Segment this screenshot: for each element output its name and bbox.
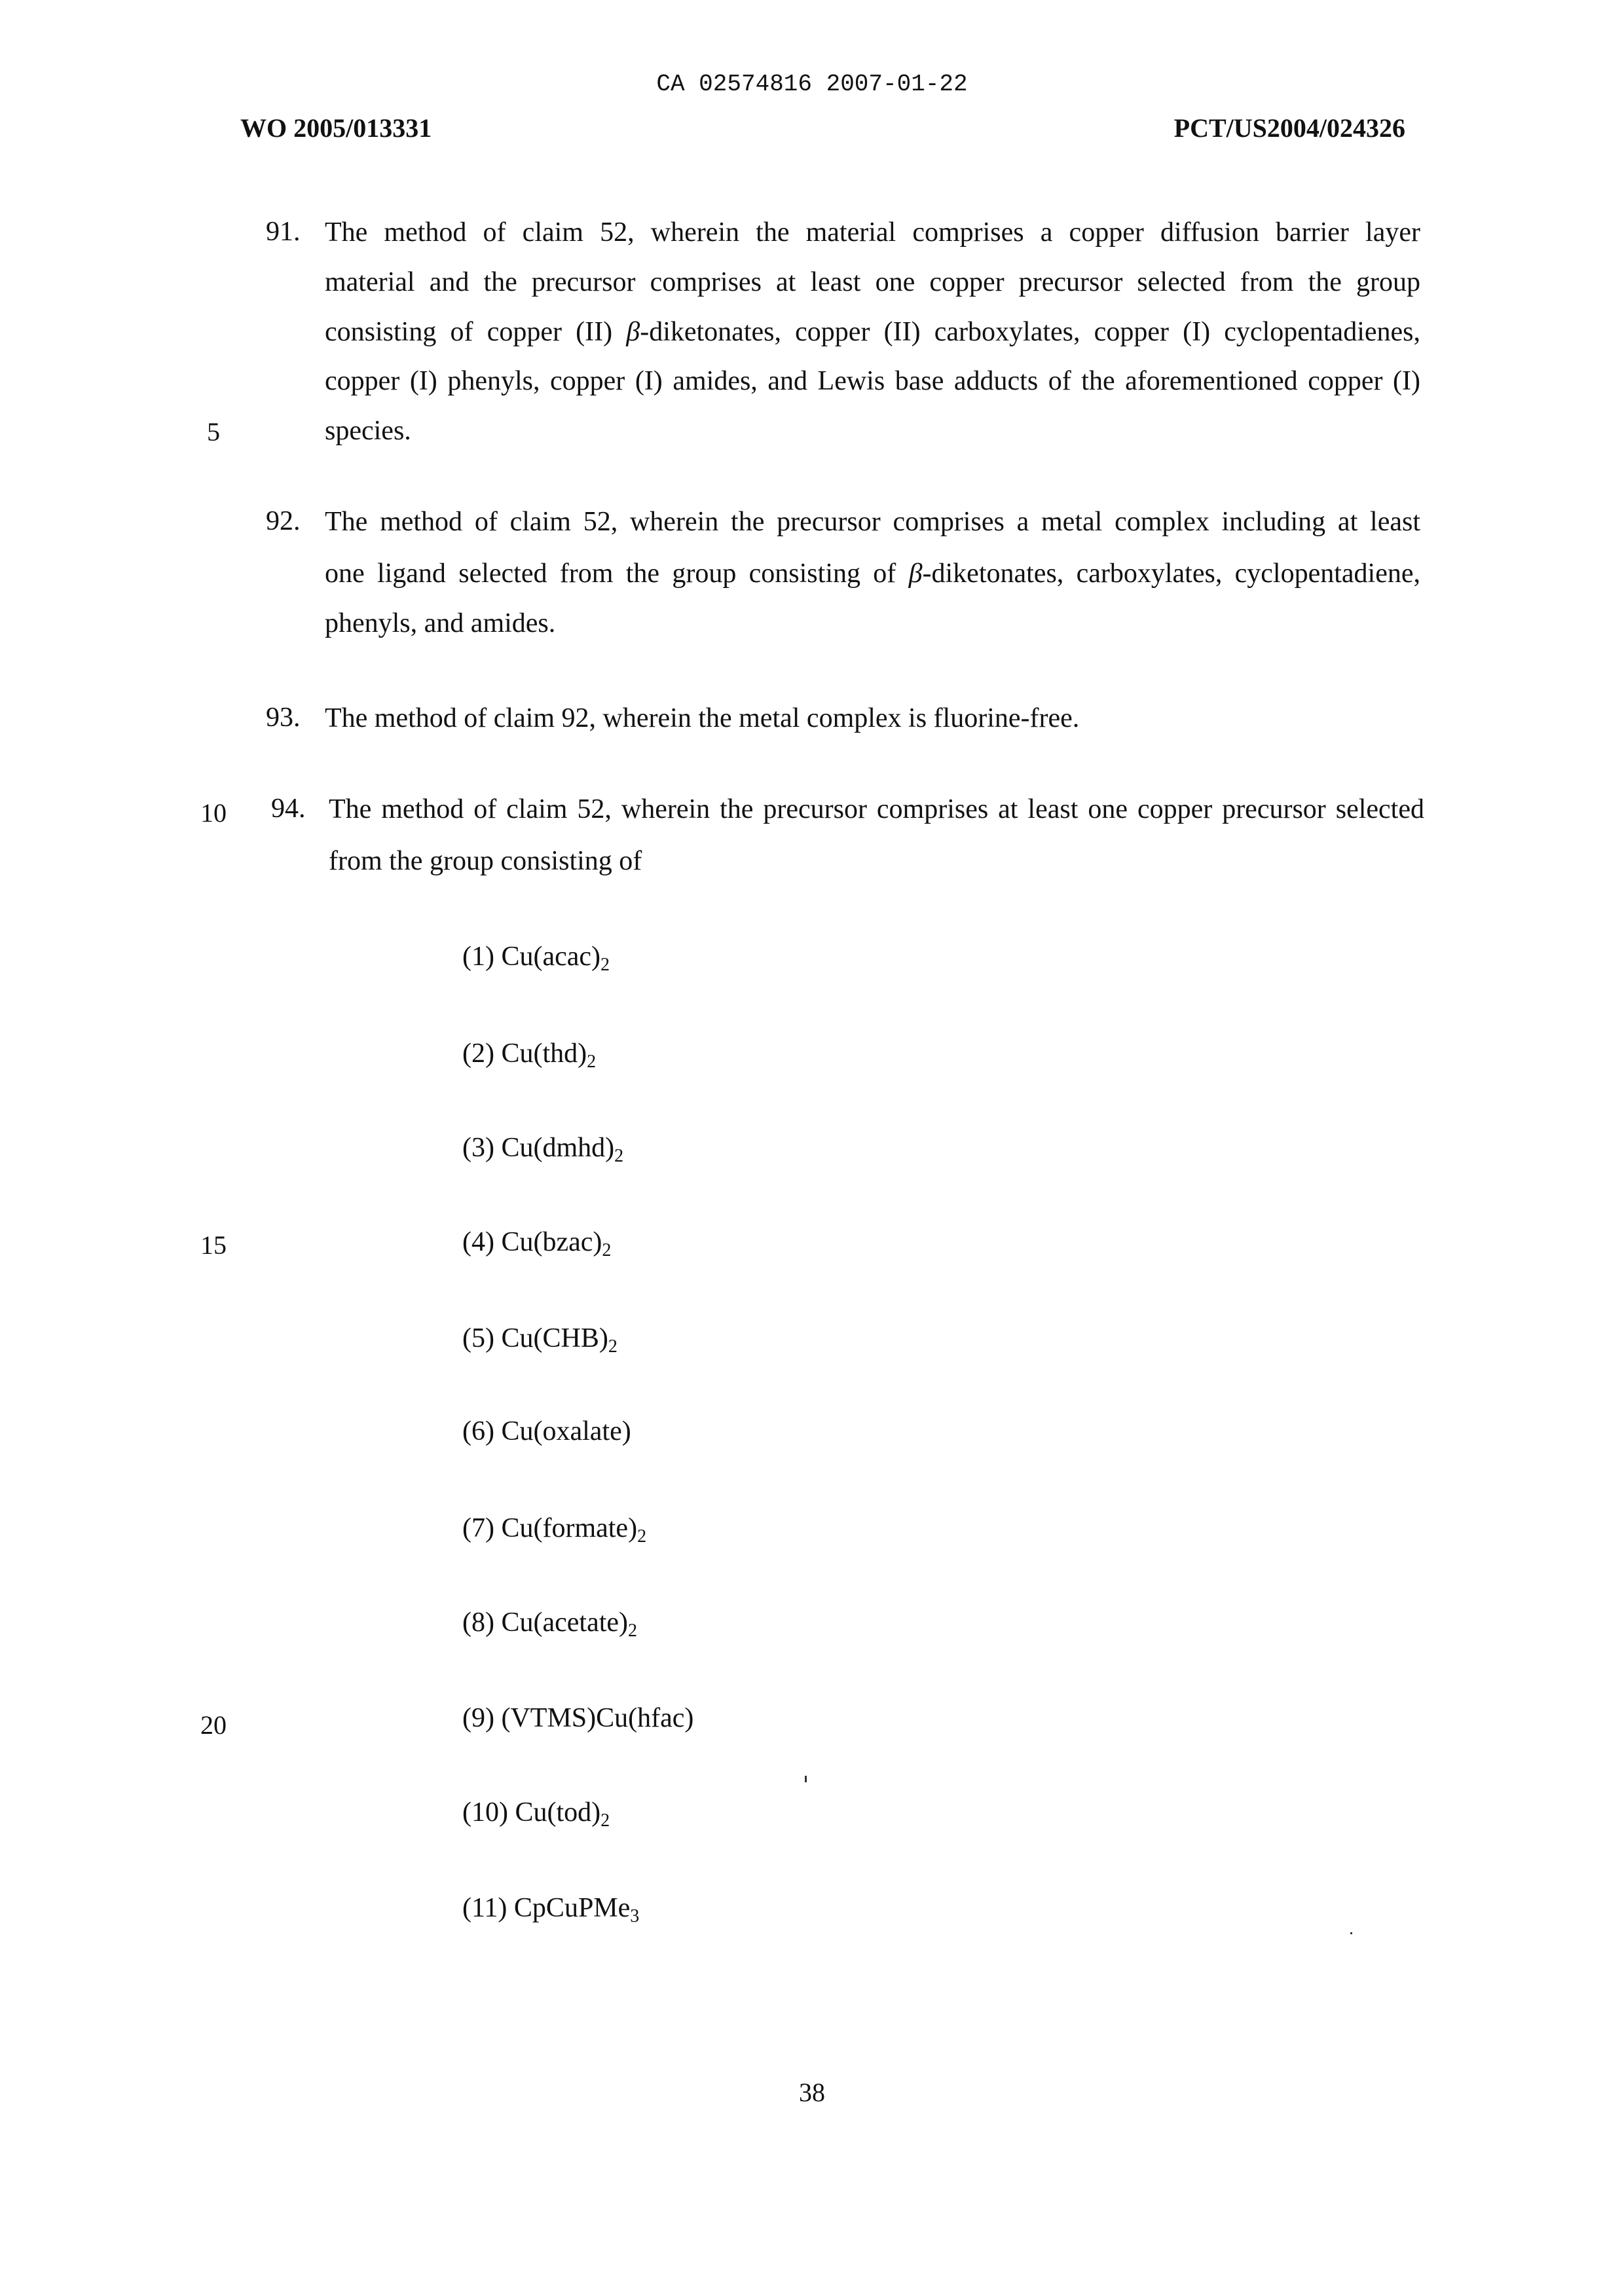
formula-subscript: 3 xyxy=(630,1906,640,1926)
claim-number: 92. xyxy=(266,506,301,536)
precursor-item xyxy=(462,1702,693,1737)
formula-subscript: 2 xyxy=(608,1336,618,1357)
line-number: 20 xyxy=(200,1710,227,1740)
claim-text-line: one ligand selected from the group consisting of β-diketonates, carboxylates, cyclopentadiene, xyxy=(325,559,1421,589)
precursor-formula: (7) Cu(formate) xyxy=(462,1513,638,1543)
precursor-formula: (6) Cu(oxalate) xyxy=(462,1416,631,1446)
claim-text-line: The method of claim 52, wherein the precursor comprises a metal complex including at least xyxy=(325,507,1420,537)
line-number: 5 xyxy=(207,417,220,447)
claim-text-line: phenyls, and amides. xyxy=(325,608,556,638)
precursor-formula: (10) Cu(tod) xyxy=(462,1797,601,1827)
formula-subscript: 2 xyxy=(600,955,610,975)
claim-text-line: The method of claim 52, wherein the precursor comprises at least one copper precursor selected xyxy=(329,794,1424,824)
page-number: 38 xyxy=(799,2078,825,2107)
precursor-item xyxy=(462,1226,611,1261)
claim-text-line: material and the precursor comprises at least one copper precursor selected from the group xyxy=(325,267,1420,297)
claim-number: 93. xyxy=(266,703,301,733)
formula-subscript: 2 xyxy=(600,1810,610,1831)
formula-subscript: 2 xyxy=(637,1526,647,1547)
precursor-item xyxy=(462,1607,637,1642)
precursor-formula: (8) Cu(acetate) xyxy=(462,1607,629,1638)
precursor-item xyxy=(462,1892,639,1927)
filing-stamp: CA 02574816 2007-01-22 xyxy=(656,71,968,98)
precursor-item xyxy=(462,1132,623,1167)
precursor-formula: (4) Cu(bzac) xyxy=(462,1227,602,1257)
formula-subscript: 2 xyxy=(628,1621,638,1641)
formula-subscript: 2 xyxy=(614,1146,624,1166)
precursor-formula: (1) Cu(acac) xyxy=(462,942,601,972)
formula-subscript: 2 xyxy=(602,1240,612,1260)
precursor-formula: (9) (VTMS)Cu(hfac) xyxy=(462,1703,694,1733)
precursor-item xyxy=(462,1797,610,1831)
precursor-formula: (3) Cu(dmhd) xyxy=(462,1133,615,1163)
precursor-formula: (11) CpCuPMe xyxy=(462,1893,631,1923)
precursor-item xyxy=(462,1038,596,1073)
claim-text-line: The method of claim 52, wherein the material comprises a copper diffusion barrier layer xyxy=(325,217,1420,248)
claim-text-line: The method of claim 92, wherein the metal complex is fluorine-free. xyxy=(325,703,1080,733)
claim-number: 91. xyxy=(266,217,301,247)
line-number: 10 xyxy=(200,798,227,828)
precursor-item xyxy=(462,1513,646,1547)
precursor-item xyxy=(462,1323,618,1357)
precursor-formula: (2) Cu(thd) xyxy=(462,1038,587,1069)
claim-text-line: from the group consisting of xyxy=(329,846,642,876)
precursor-formula: (5) Cu(CHB) xyxy=(462,1323,608,1353)
claim-text-line: consisting of copper (II) β-diketonates, copper (II) carboxylates, copper (I) cyclopentadienes, xyxy=(325,317,1420,347)
publication-number: WO 2005/013331 xyxy=(240,113,432,143)
scan-artifact xyxy=(1350,1932,1352,1934)
precursor-item xyxy=(462,941,610,976)
claim-text-line: species. xyxy=(325,416,411,446)
claim-text-line: copper (I) phenyls, copper (I) amides, and Lewis base adducts of the aforementioned copper (I) xyxy=(325,366,1420,396)
formula-subscript: 2 xyxy=(587,1052,597,1072)
application-number: PCT/US2004/024326 xyxy=(1173,113,1405,143)
precursor-item xyxy=(462,1416,631,1450)
claim-number: 94. xyxy=(271,794,306,824)
line-number: 15 xyxy=(200,1230,227,1260)
scan-artifact xyxy=(805,1776,807,1782)
